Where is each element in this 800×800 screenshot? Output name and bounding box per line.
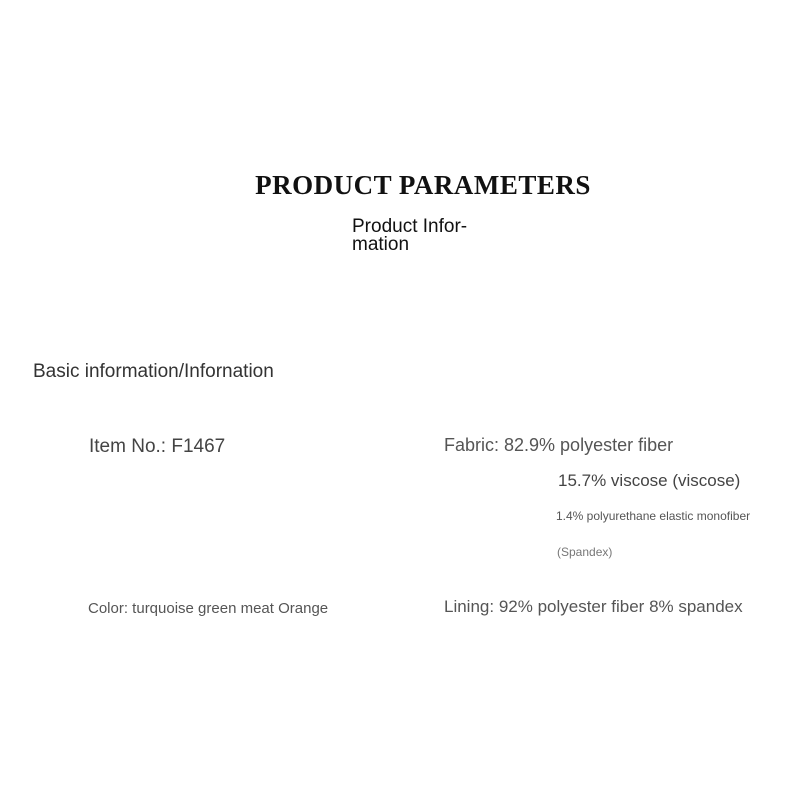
item-number: Item No.: F1467	[89, 436, 226, 457]
fabric-line-3: 1.4% polyurethane elastic monofiber	[556, 509, 751, 523]
fabric-line-2: 15.7% viscose (viscose)	[558, 471, 741, 490]
section-heading: Basic information/Infornation	[33, 361, 274, 382]
color-info: Color: turquoise green meat Orange	[88, 600, 329, 617]
subtitle-line-2: mation	[352, 234, 410, 255]
lining-info: Lining: 92% polyester fiber 8% spandex	[444, 597, 743, 616]
page-title: PRODUCT PARAMETERS	[255, 170, 591, 200]
subtitle-line-1: Product Infor-	[352, 216, 468, 237]
fabric-line-4: (Spandex)	[557, 545, 613, 559]
page-subtitle	[352, 218, 467, 254]
fabric-line-1: Fabric: 82.9% polyester fiber	[444, 435, 674, 455]
